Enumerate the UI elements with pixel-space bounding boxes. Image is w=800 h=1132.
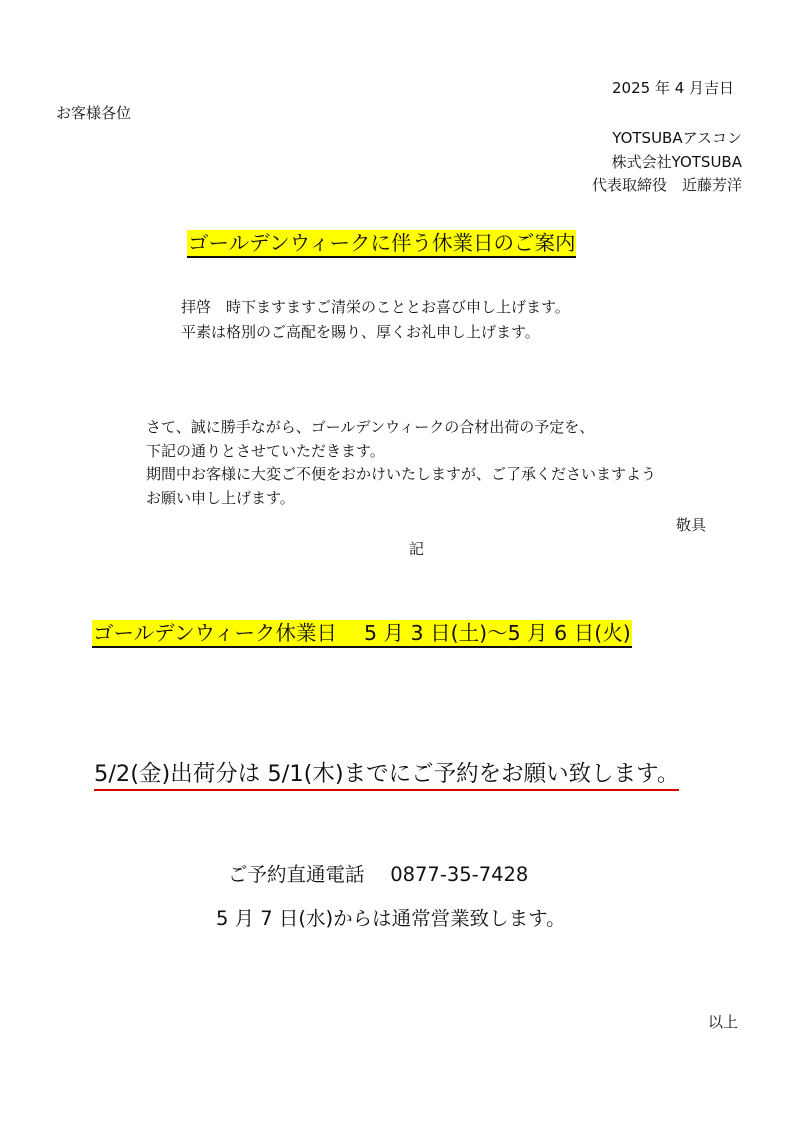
greeting-line: 拝啓 時下ますますご清栄のこととお喜び申し上げます。 [181,298,570,316]
recipient: お客様各位 [56,104,132,122]
letter-date: 2025 年 4 月吉日 [612,79,735,97]
body-paragraph [146,416,656,510]
holiday-period: ゴールデンウィーク休業日 5 月 3 日(土)～5 月 6 日(火) [92,620,632,648]
body-line: お願い申し上げます。 [146,488,295,507]
document-title: ゴールデンウィークに伴う休業日のご案内 [187,230,576,258]
greeting-line: 平素は格別のご高配を賜り、厚くお礼申し上げます。 [181,322,540,341]
ki-marker: 記 [409,540,425,558]
sender-company-brand: YOTSUBAアスコン [612,129,742,147]
reservation-phone: ご予約直通電話 0877-35-7428 [228,863,529,886]
reservation-note: 5/2(金)出荷分は 5/1(木)までにご予約をお願い致します。 [94,763,679,791]
sender-block [592,127,742,198]
end-marker: 以上 [708,1013,739,1031]
body-line: 期間中お客様に大変ご不便をおかけいたしますが、ご了承くださいますよう [146,465,657,483]
body-line: さて、誠に勝手ながら、ゴールデンウィークの合材出荷の予定を、 [146,418,595,436]
body-line: 下記の通りとさせていただきます。 [146,441,385,460]
resume-notice: 5 月 7 日(水)からは通常営業致します。 [216,907,566,930]
closing-keigu: 敬具 [676,516,707,534]
sender-representative: 代表取締役 近藤芳洋 [591,176,742,194]
sender-company-name: 株式会社YOTSUBA [611,152,742,171]
greeting-paragraph [181,295,570,344]
